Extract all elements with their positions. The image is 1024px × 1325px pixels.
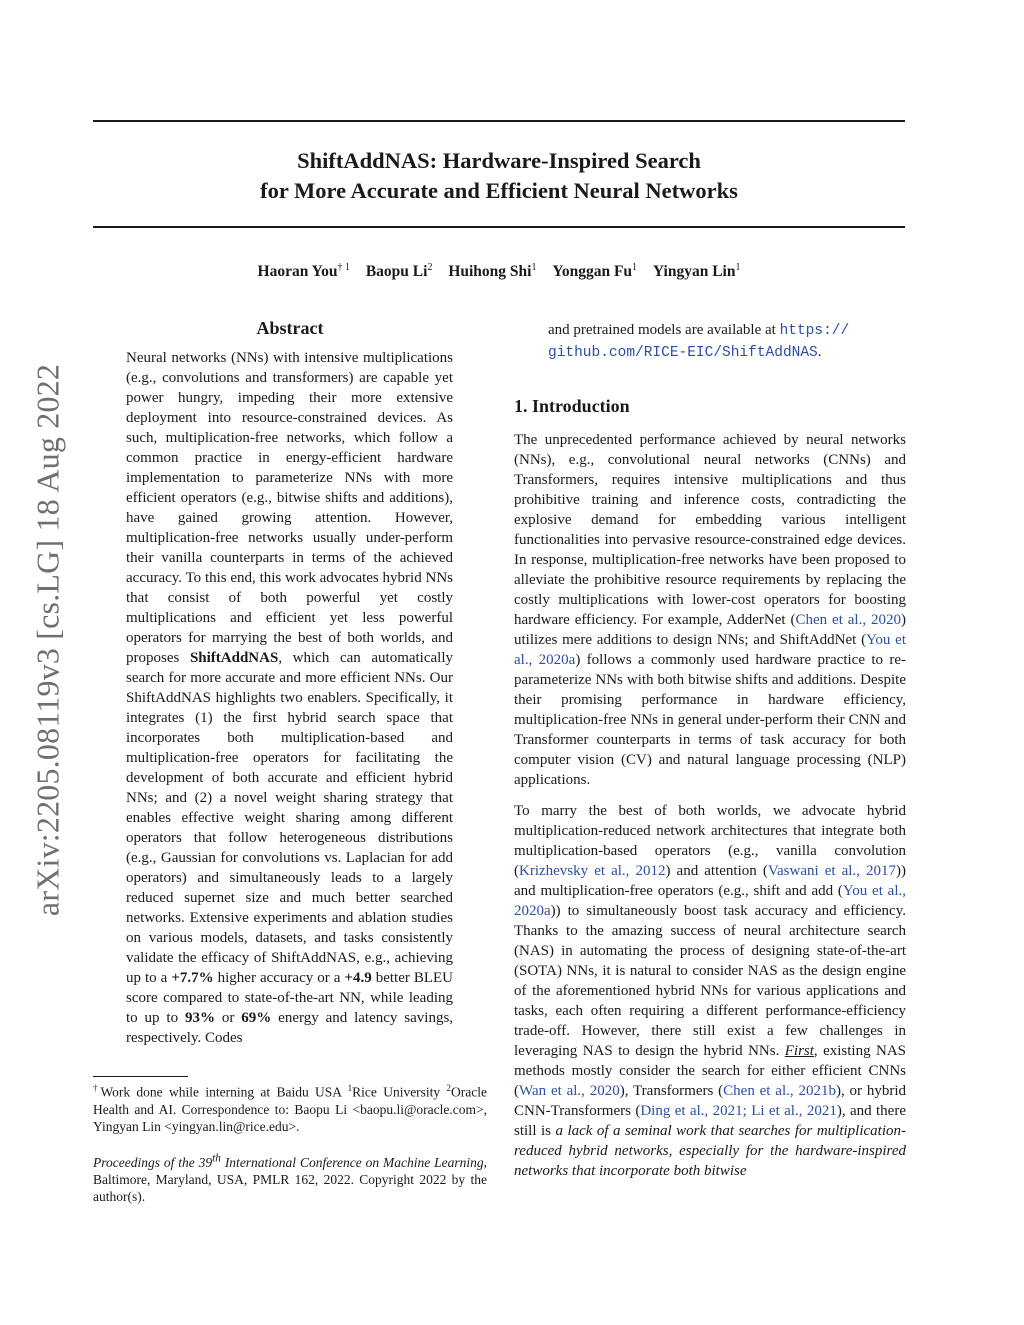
author: Baopu Li$^2$ — [365, 262, 433, 281]
code-link[interactable]: https:// github.com/RICE-EIC/ShiftAddNAS — [548, 323, 850, 361]
author: Huihong Shi$^1$ — [448, 262, 537, 281]
footnote: †Work done while interning at Baidu USA $^1$Rice University $^2$Oracle Health and AI. Correspondence to: Baopu Li <baopu.li@oracle.com>, Yingyan Lin <yingyan.lin@rice.edu>. — [93, 1083, 487, 1134]
author: Haoran You$^{\dagger 1}$ — [257, 262, 350, 281]
citation-link[interactable]: You et al., 2020a — [514, 632, 906, 668]
author-list — [93, 262, 905, 281]
author: Yonggan Fu$^1$ — [552, 262, 638, 281]
citation-link[interactable]: Chen et al., 2020 — [795, 612, 901, 628]
method-name: ShiftAddNAS — [189, 650, 279, 666]
abstract-text: Neural networks (NNs) with intensive multiplications (e.g., convolutions and transformers) are capable yet power hungry, impeding their more extensive deployment into resource-constrained devices. As such, multiplication-free networks, which follow a common practice in energy-efficient hardware implementation to parameterize NNs with more efficient operators (e.g., bitwise shifts and additions), have gained growing attention. However, multiplication-free networks usually under-perform their vanilla counterparts in terms of the achieved accuracy. To this end, this work advocates hybrid NNs that consist of both powerful yet costly multiplications and efficient yet less powerful operators for marrying the best of both worlds, and proposes ShiftAddNAS, which can automatically search for more accurate and more efficient NNs. Our ShiftAddNAS highlights two enablers. Specifically, it integrates (1) the first hybrid search space that incorporates both multiplication-based and multiplication-free operators for facilitating the development of both accurate and efficient hybrid NNs; and (2) a novel weight sharing strategy that enables effective weight sharing among different operators that follow heterogeneous distributions (e.g., Gaussian for convolutions vs. Laplacian for add operators) and simultaneously leads to a largely reduced supernet size and much better searched networks. Extensive experiments and ablation studies on various models, datasets, and tasks consistently validate the efficacy of ShiftAddNAS, e.g., achieving up to a +7.7% higher accuracy or a +4.9 better BLEU score compared to state-of-the-art NN, while leading to up to 93% or 69% energy and latency savings, respectively. Codes — [126, 350, 454, 1046]
citation-link[interactable]: You et al., 2020a — [514, 883, 907, 919]
intro-paragraph-1: The unprecedented performance achieved by neural networks (NNs), e.g., convolutional neural networks (CNNs) and Transformers, requires intensive multiplications and thus prohibitive training and inference costs, contradicting the explosive demand for embedding various intelligent functionalities into pervasive resource-constrained edge devices. In response, multiplication-free networks have been proposed to alleviate the prohibitive resource requirements by replacing the costly multiplications with lower-cost operators for boosting hardware efficiency. For example, AdderNet (Chen et al., 2020) utilizes mere additions to design NNs; and ShiftAddNet (You et al., 2020a) follows a commonly used hardware practice to re-parameterize NNs with both bitwise shifts and additions. Despite their promising performance in hardware efficiency, multiplication-free NNs in general under-perform their CNN and Transformer counterparts in terms of task accuracy for both computer vision (CV) and natural language processing (NLP) applications. — [514, 432, 907, 788]
italic-claim: a lack of a seminal work that searches for multiplication-reduced hybrid networks, especially for the hardware-inspired networks that incorporate both bitwise — [514, 1123, 907, 1179]
code-availability: and pretrained models are available at https:// github.com/RICE-EIC/ShiftAddNAS. — [548, 322, 850, 361]
title-line-1: ShiftAddNAS: Hardware-Inspired Search — [297, 148, 701, 173]
citation-link[interactable]: Chen et al., 2021b — [723, 1083, 836, 1099]
citation-link[interactable]: Wan et al., 2020 — [519, 1083, 620, 1099]
intro-paragraph-2: To marry the best of both worlds, we advocate hybrid multiplication-reduced network architectures that integrate both multiplication-based operators (e.g., vanilla convolution (Krizhevsky et al., 2012) and attention (Vaswani et al., 2017)) and multiplication-free operators (e.g., shift and add (You et al., 2020a)) to simultaneously boost task accuracy and efficiency. Thanks to the amazing success of neural architecture search (NAS) in automating the process of designing state-of-the-art (SOTA) NNs, it is natural to consider NAS as the design engine of the aforementioned hybrid NNs for various applications and tasks, each often requiring a different performance-efficiency trade-off. However, there still exist a few challenges in leveraging NAS to design the hybrid NNs. First, existing NAS methods mostly consider the search for either efficient CNNs (Wan et al., 2020), Transformers (Chen et al., 2021b), or hybrid CNN-Transformers (Ding et al., 2021; Li et al., 2021), and there still is a lack of a seminal work that searches for multiplication-reduced hybrid networks, especially for the hardware-inspired networks that incorporate both bitwise — [514, 803, 907, 1179]
citation-link[interactable]: Ding et al., 2021; Li et al., 2021 — [640, 1103, 837, 1119]
paper-title — [93, 146, 905, 206]
citation-link[interactable]: Krizhevsky et al., 2012 — [519, 863, 666, 879]
title-top-rule — [93, 120, 905, 122]
citation-link[interactable]: Vaswani et al., 2017 — [767, 863, 896, 879]
arxiv-identifier: arXiv:2205.08119v3 [cs.LG] 18 Aug 2022 — [29, 363, 66, 917]
title-line-2: for More Accurate and Efficient Neural Networks — [260, 178, 738, 203]
title-bottom-rule — [93, 226, 905, 228]
bleu-gain: +4.9 — [344, 970, 372, 986]
introduction-heading: 1. Introduction — [514, 396, 630, 416]
energy-saving: 93% — [184, 1010, 215, 1026]
latency-saving: 69% — [241, 1010, 272, 1026]
footnote-rule — [93, 1076, 188, 1077]
abstract-heading: Abstract — [256, 318, 324, 338]
accuracy-gain: +7.7% — [171, 970, 214, 986]
proceedings-note: Proceedings of the 39th International Conference on Machine Learning, Baltimore, Maryland, USA, PMLR 162, 2022. Copyright 2022 by the author(s). — [93, 1152, 487, 1204]
first-emphasis: First — [784, 1043, 814, 1059]
author: Yingyan Lin$^1$ — [652, 262, 741, 281]
